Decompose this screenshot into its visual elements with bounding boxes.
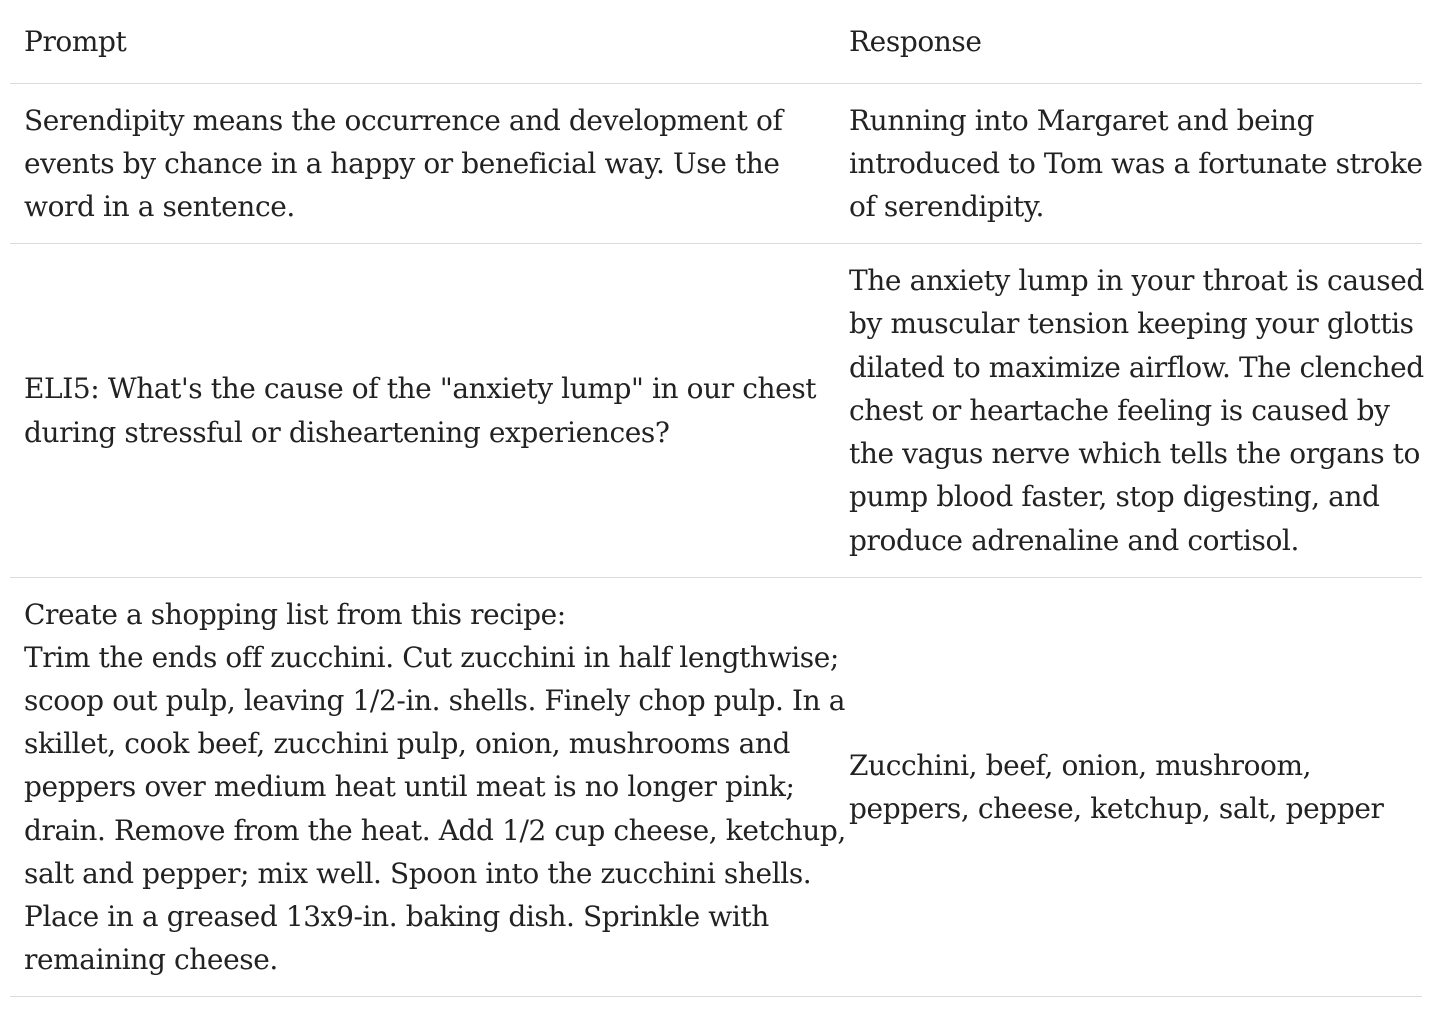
text-line: peppers, cheese, ketchup, salt, pepper (849, 792, 1384, 825)
table-row (10, 578, 1422, 997)
text-line: Running into Margaret and being (849, 103, 1315, 137)
text-line: pump blood faster, stop digesting, and (849, 480, 1380, 514)
text-line: dilated to maximize airflow. The clenched (849, 350, 1424, 384)
prompt-cell (10, 99, 835, 229)
text-line: Create a shopping list from this recipe: (24, 597, 566, 631)
table-row (10, 84, 1422, 244)
text-line: ELI5: What's the cause of the "anxiety lump" in our chest (24, 372, 817, 406)
response-cell (835, 744, 1422, 830)
text-line: Serendipity means the occurrence and development of (24, 103, 783, 137)
text-line: Place in a greased 13x9-in. baking dish. Sprinkle with (24, 900, 769, 933)
text-line: of serendipity. (849, 190, 1045, 224)
text-line: word in a sentence. (24, 190, 295, 224)
text-line: the vagus nerve which tells the organs to (849, 437, 1420, 471)
header-prompt: Prompt (24, 24, 127, 58)
text-line: Zucchini, beef, onion, mushroom, (849, 748, 1312, 782)
text-line: peppers over medium heat until meat is no longer pink; (24, 770, 795, 804)
table-row (10, 244, 1422, 578)
text-line: remaining cheese. (24, 943, 278, 977)
text-line: introduced to Tom was a fortunate stroke (849, 146, 1423, 180)
text-line: Trim the ends off zucchini. Cut zucchini in half lengthwise; (24, 640, 839, 674)
text-line: drain. Remove from the heat. Add 1/2 cup cheese, ketchup, (24, 813, 846, 847)
prompt-response-table (10, 0, 1422, 997)
response-cell (835, 99, 1422, 229)
text-line: by muscular tension keeping your glottis (849, 307, 1414, 341)
text-line: produce adrenaline and cortisol. (849, 523, 1299, 557)
text-line: events by chance in a happy or beneficial way. Use the (24, 146, 780, 180)
text-line: chest or heartache feeling is caused by (849, 393, 1390, 427)
text-line: skillet, cook beef, zucchini pulp, onion, mushrooms and (24, 727, 791, 761)
text-line: The anxiety lump in your throat is caused (849, 264, 1424, 298)
table-header-row (10, 0, 1422, 84)
response-cell (835, 259, 1422, 561)
prompt-cell (10, 593, 846, 982)
text-line: scoop out pulp, leaving 1/2-in. shells. Finely chop pulp. In a (24, 683, 846, 717)
prompt-cell (10, 367, 835, 453)
header-response: Response (849, 24, 982, 58)
text-line: during stressful or disheartening experiences? (24, 415, 670, 449)
text-line: salt and pepper; mix well. Spoon into the zucchini shells. (24, 856, 812, 890)
